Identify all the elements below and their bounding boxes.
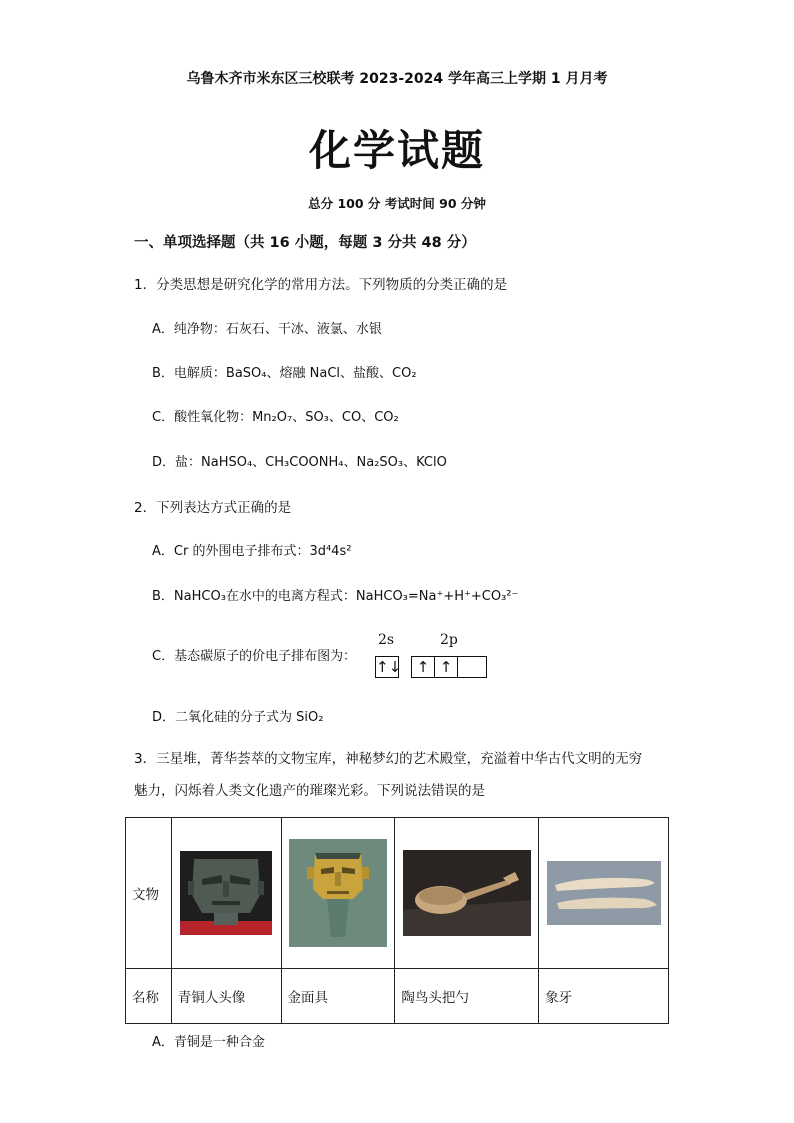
gold-mask-image	[289, 839, 387, 947]
table-cell-name: 青铜人头像	[171, 969, 281, 1024]
question-1-option-c: C．酸性氧化物：Mn₂O₇、SO₃、CO、CO₂	[152, 410, 399, 425]
page-title: 化学试题	[308, 126, 485, 175]
table-row	[126, 969, 669, 1024]
table-cell-name: 象牙	[539, 969, 669, 1024]
table-cell-image	[395, 818, 539, 969]
table-row	[126, 818, 669, 969]
question-2-option-c: C．基态碳原子的价电子排布图为：	[152, 649, 357, 664]
table-cell-image	[171, 818, 281, 969]
orbital-label-2p: 2p	[440, 632, 458, 648]
question-1-option-a: A．纯净物：石灰石、干冰、液氯、水银	[152, 322, 382, 337]
bronze-head-image	[180, 851, 272, 935]
table-cell-name: 陶鸟头把勺	[395, 969, 539, 1024]
table-cell-image	[281, 818, 395, 969]
question-2-stem: 2．下列表达方式正确的是	[134, 500, 292, 516]
question-2-option-d: D．二氧化硅的分子式为 SiO₂	[152, 710, 324, 725]
question-1-option-b: B．电解质：BaSO₄、熔融 NaCl、盐酸、CO₂	[152, 366, 417, 381]
ivory-tusk-image	[547, 861, 661, 925]
question-3-option-a: A．青铜是一种合金	[152, 1035, 265, 1050]
exam-header: 乌鲁木齐市米东区三校联考 2023-2024 学年高三上学期 1 月月考	[186, 71, 608, 87]
orbital-label-2s: 2s	[378, 632, 395, 648]
table-cell-label: 文物	[126, 818, 172, 969]
table-cell-label: 名称	[126, 969, 172, 1024]
question-3-stem-line1: 3．三星堆，菁华荟萃的文物宝库，神秘梦幻的艺术殿堂，充溢着中华古代文明的无穷	[134, 751, 643, 767]
question-2-option-a: A．Cr 的外围电子排布式：3d⁴4s²	[152, 544, 352, 559]
relics-table	[125, 817, 669, 1024]
section-heading: 一、单项选择题（共 16 小题，每题 3 分共 48 分）	[134, 235, 476, 251]
orbital-box-2p-1: ↑	[411, 656, 435, 678]
question-1-stem: 1．分类思想是研究化学的常用方法。下列物质的分类正确的是	[134, 277, 508, 293]
pottery-ladle-image	[403, 850, 531, 936]
orbital-box-2p-3	[457, 656, 487, 678]
table-cell-name: 金面具	[281, 969, 395, 1024]
exam-meta: 总分 100 分 考试时间 90 分钟	[308, 196, 486, 211]
question-1-option-d: D．盐：NaHSO₄、CH₃COONH₄、Na₂SO₃、KClO	[152, 455, 447, 470]
question-3-stem-line2: 魅力，闪烁着人类文化遗产的璀璨光彩。下列说法错误的是	[134, 783, 485, 799]
orbital-box-2p-2: ↑	[434, 656, 458, 678]
question-2-option-b: B．NaHCO₃在水中的电离方程式：NaHCO₃=Na⁺+H⁺+CO₃²⁻	[152, 589, 519, 604]
table-cell-image	[539, 818, 669, 969]
orbital-box-2s: ↑↓	[376, 658, 402, 676]
